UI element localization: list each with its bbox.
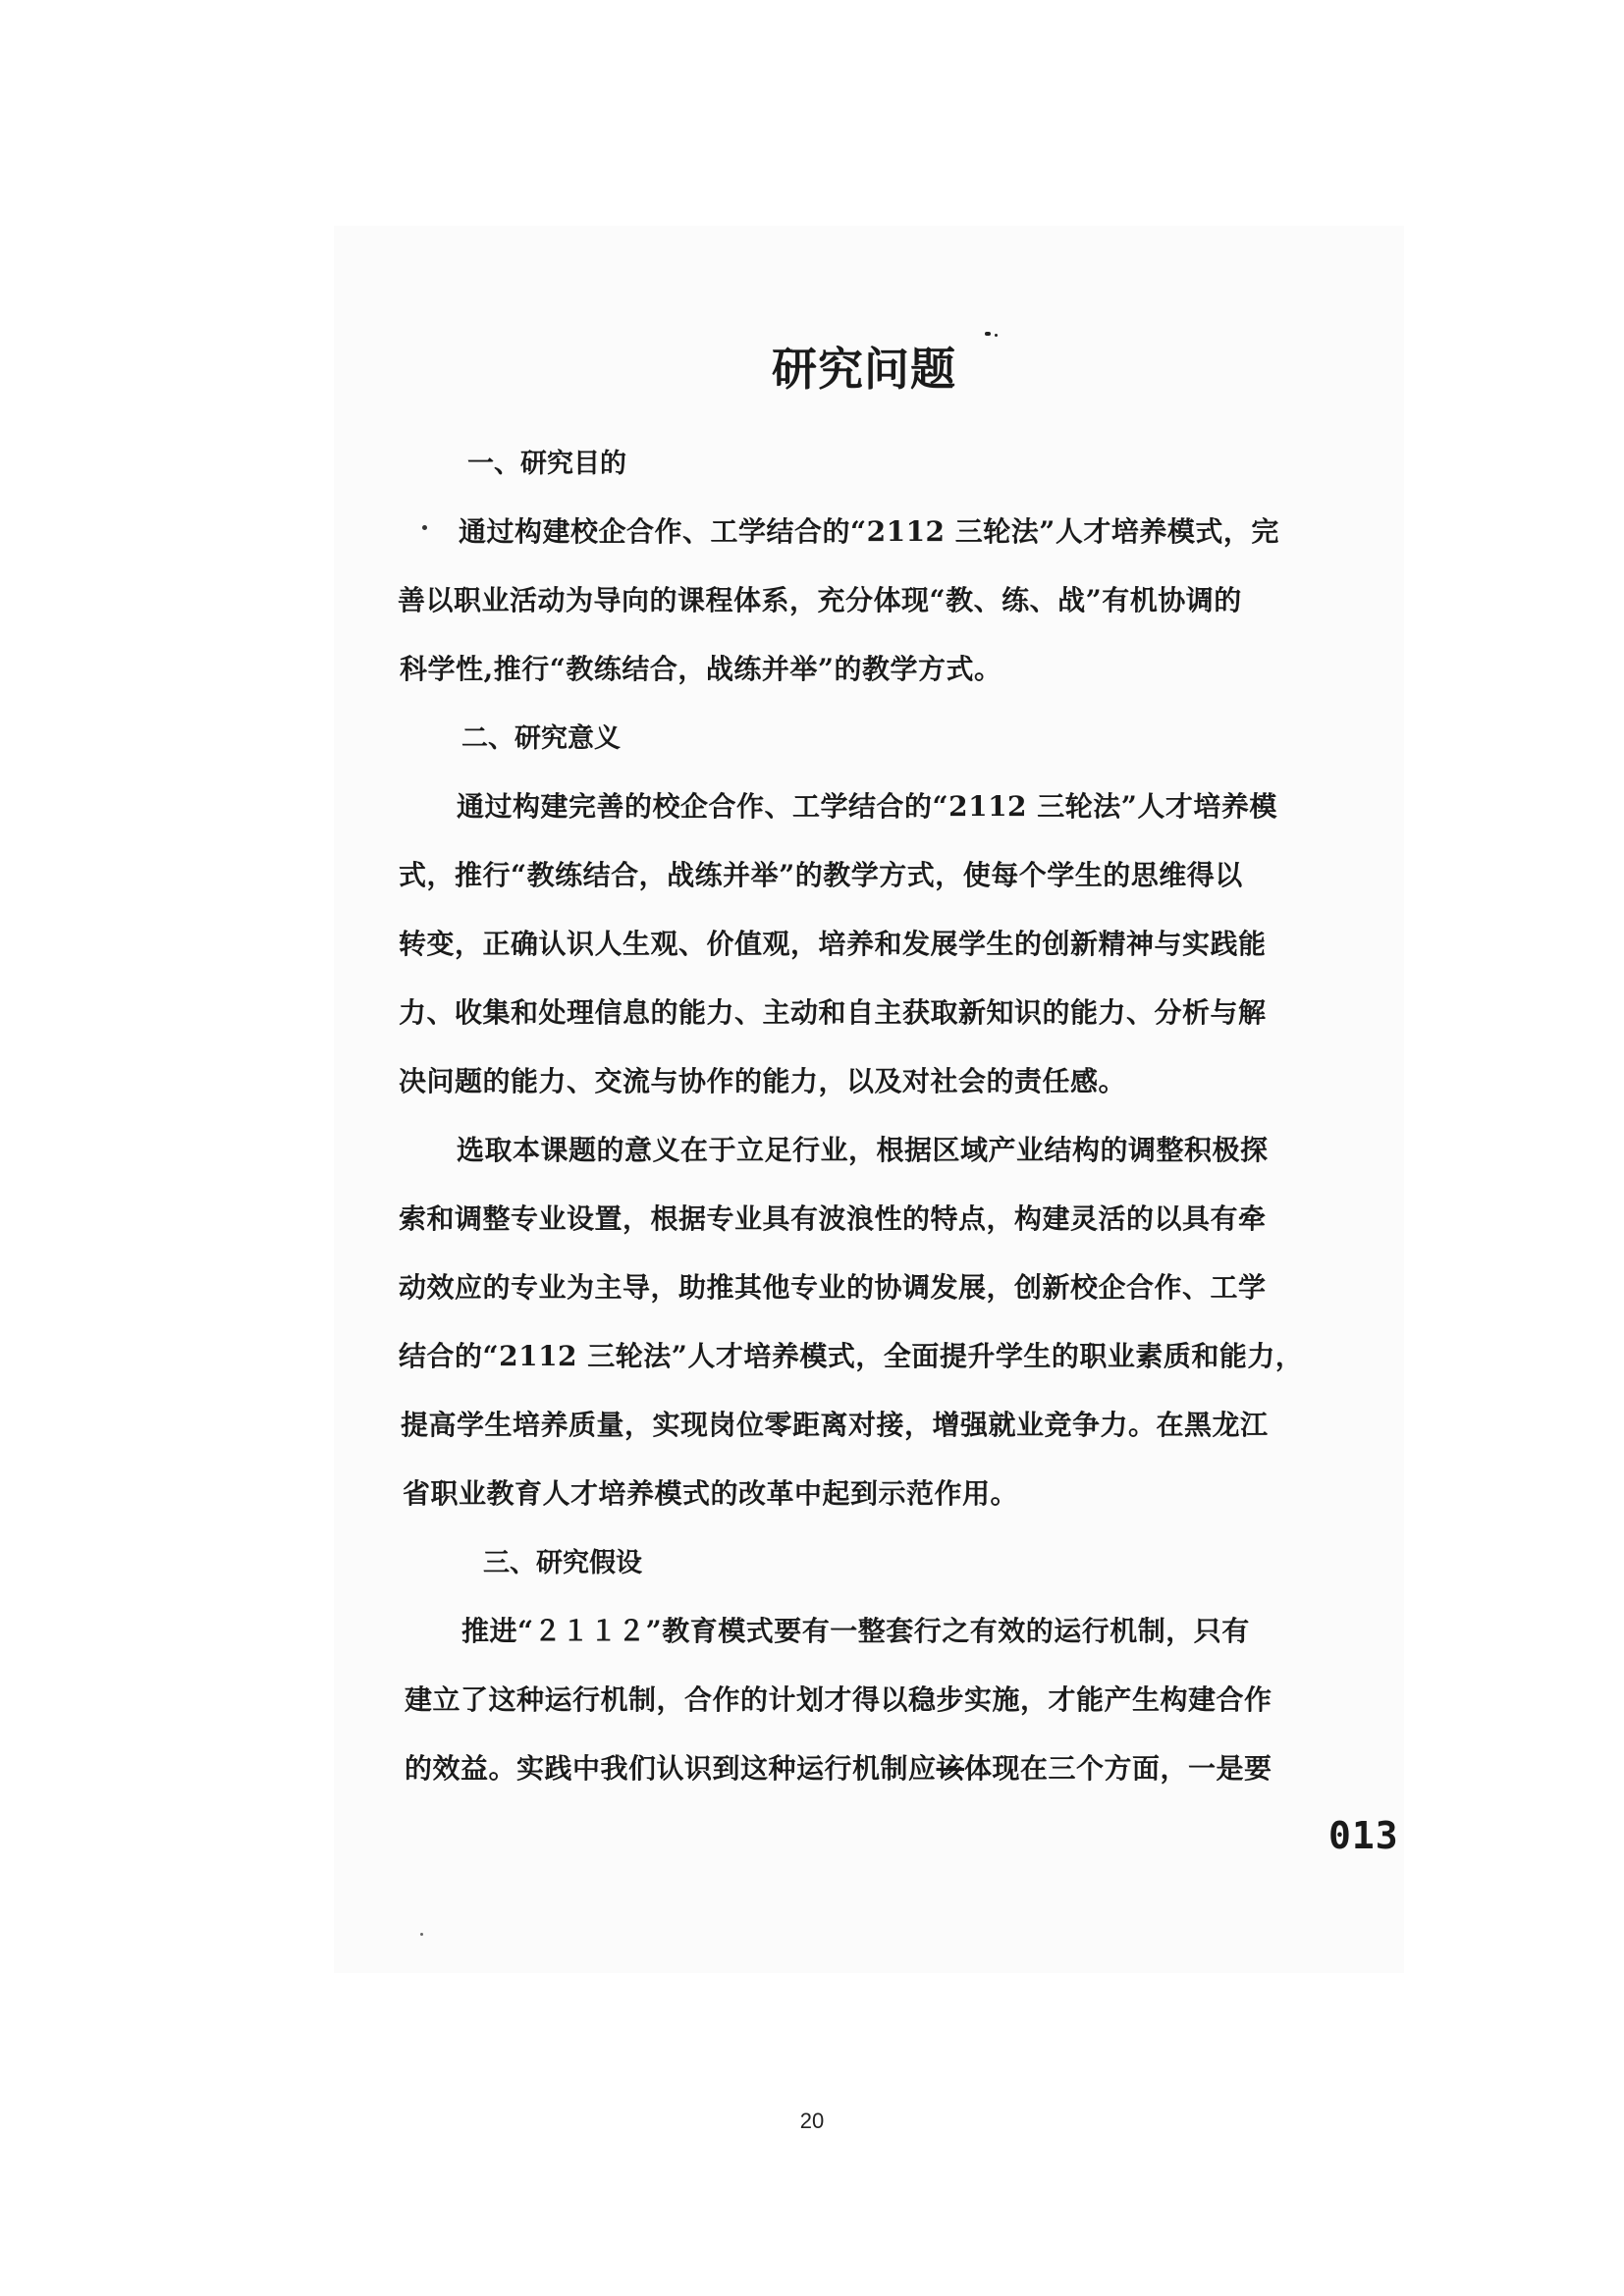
paragraph-line: 结合的“2112 三轮法”人才培养模式，全面提升学生的职业素质和能力， <box>399 1340 1304 1372</box>
section-heading-purpose: 一、研究目的 <box>467 449 626 479</box>
paragraph-line: 推进“２１１２”教育模式要有一整套行之有效的运行机制，只有 <box>461 1615 1250 1647</box>
paragraph-line: 索和调整专业设置，根据专业具有波浪性的特点，构建灵活的以具有牵 <box>399 1202 1267 1235</box>
page-title: 研究问题 <box>772 343 956 396</box>
paragraph-line: 科学性,推行“教练结合，战练并举”的教学方式。 <box>400 653 1002 685</box>
paragraph-line: 通过构建完善的校企合作、工学结合的“2112 三轮法”人才培养模 <box>457 790 1277 823</box>
scan-dot <box>422 525 427 530</box>
paragraph-line: 建立了这种运行机制，合作的计划才得以稳步实施，才能产生构建合作 <box>405 1683 1272 1716</box>
struck-text: 该 <box>936 1752 965 1785</box>
footer-page-number: 20 <box>799 2109 825 2133</box>
paragraph-line: 选取本课题的意义在于立足行业，根据区域产业结构的调整积极探 <box>457 1134 1269 1166</box>
scanned-page-number: 013 <box>1328 1814 1399 1857</box>
paragraph-line: 通过构建校企合作、工学结合的“2112 三轮法”人才培养模式，完 <box>459 515 1279 548</box>
section-heading-hypothesis: 三、研究假设 <box>483 1548 642 1578</box>
paragraph-line: 转变，正确认识人生观、价值观，培养和发展学生的创新精神与实践能 <box>399 928 1267 960</box>
section-heading-significance: 二、研究意义 <box>461 723 621 754</box>
paragraph-line: 动效应的专业为主导，助推其他专业的协调发展，创新校企合作、工学 <box>399 1271 1267 1304</box>
paragraph-line: 决问题的能力、交流与协作的能力，以及对社会的责任感。 <box>399 1065 1127 1097</box>
paragraph-line: 省职业教育人才培养模式的改革中起到示范作用。 <box>403 1477 1019 1510</box>
text-span: 的效益。实践中我们认识到这种运行机制应 <box>405 1752 937 1785</box>
paragraph-line: 力、收集和处理信息的能力、主动和自主获取新知识的能力、分析与解 <box>399 996 1267 1029</box>
paragraph-line: 式，推行“教练结合，战练并举”的教学方式，使每个学生的思维得以 <box>399 859 1243 891</box>
scan-speck <box>420 1933 423 1936</box>
scan-speck <box>995 334 998 337</box>
scan-speck <box>985 332 991 336</box>
paragraph-line: 善以职业活动为导向的课程体系，充分体现“教、练、战”有机协调的 <box>398 584 1242 616</box>
paragraph-line: 提高学生培养质量，实现岗位零距离对接，增强就业竞争力。在黑龙江 <box>401 1409 1269 1441</box>
paragraph-line-with-strike <box>405 1747 1272 1787</box>
text-span: 体现在三个方面，一是要 <box>964 1752 1272 1785</box>
